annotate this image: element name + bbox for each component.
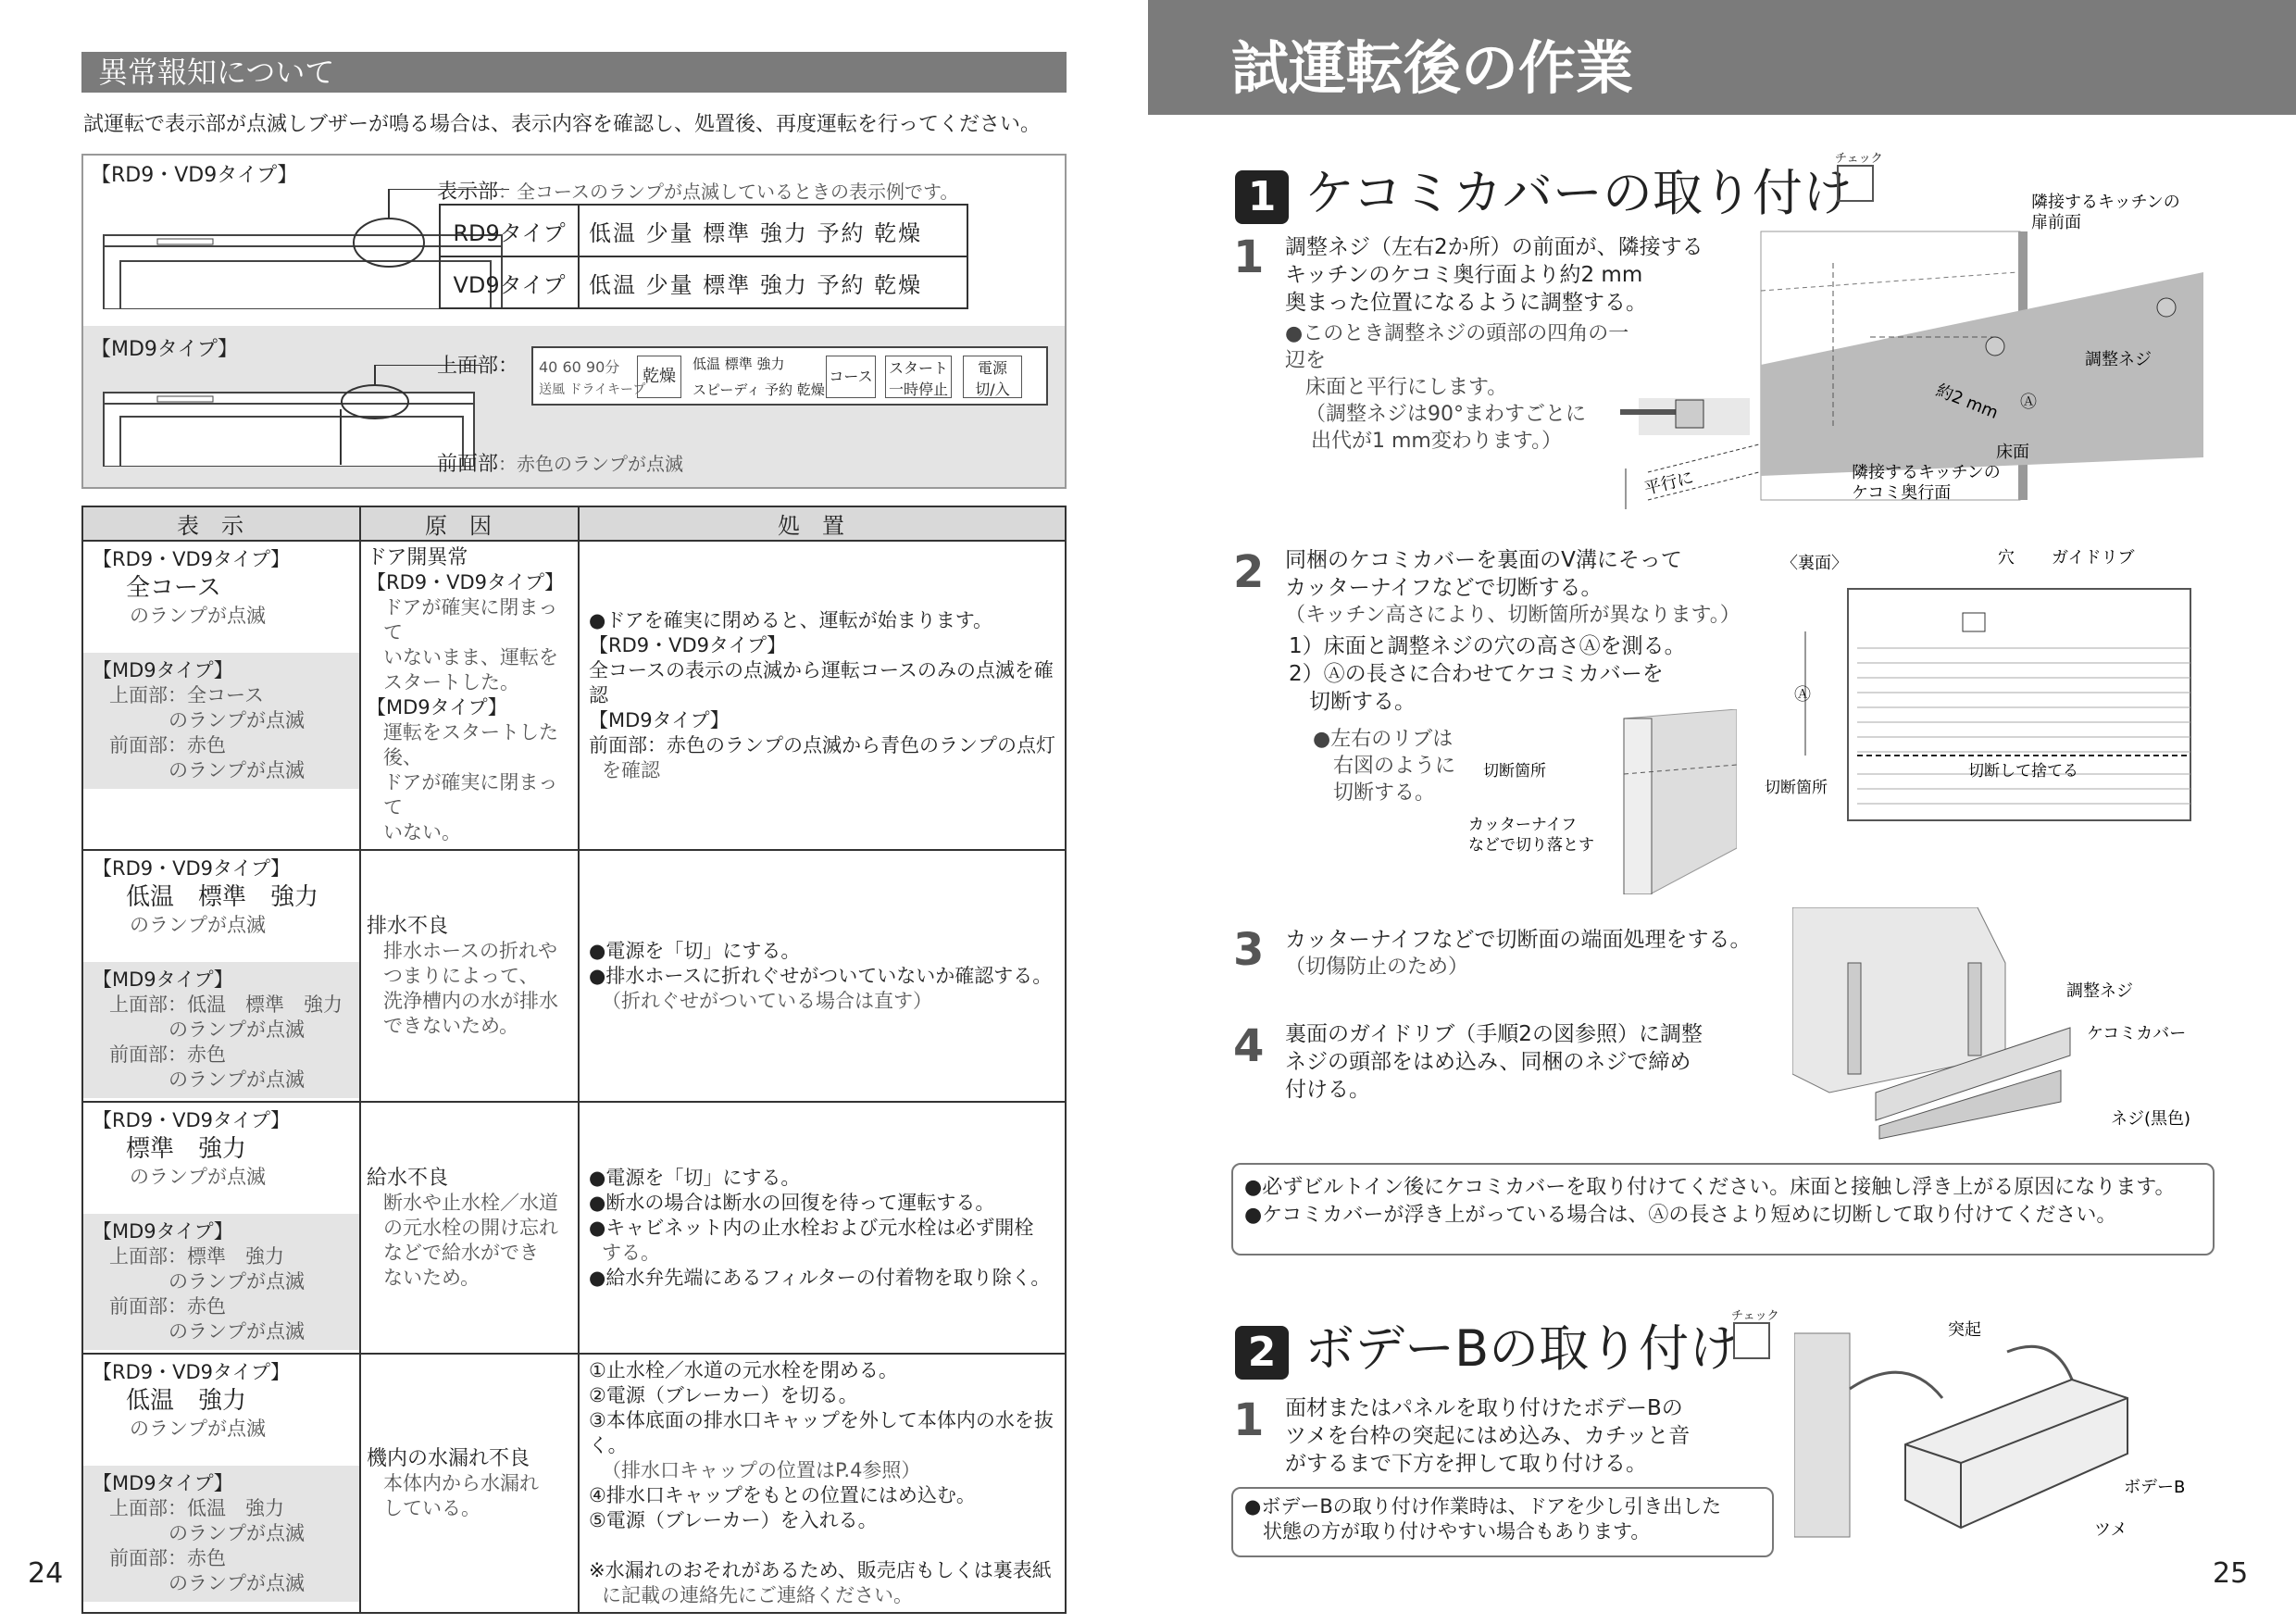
remedy-line: ●給水弁先端にあるフィルターの付着物を取り除く。 (589, 1266, 1051, 1289)
display-label-row (437, 176, 958, 205)
remedy-line: ※水漏れのおそれがあるため、販売店もしくは裏表紙 (589, 1559, 1052, 1581)
remedy-line: ③本体底面の排水口キャップを外して本体内の水を抜く。 (589, 1409, 1054, 1456)
md-top: 上面部：全コース (109, 684, 264, 706)
parallel-label: 平行に (1642, 468, 1696, 499)
md-top-sub: のランプが点滅 (168, 1522, 305, 1544)
cutter-label1: カッターナイフ (1468, 816, 1578, 834)
step-number: 4 (1233, 1020, 1265, 1072)
remedy-line: （折れぐせがついている場合は直す） (602, 989, 932, 1012)
cause-cell (360, 1354, 579, 1613)
md-front: 前面部：赤色 (109, 1295, 226, 1318)
display-cell (82, 850, 360, 1102)
display-cell (82, 1354, 360, 1613)
cause-line: 【MD9タイプ】 (367, 696, 507, 718)
vd9-label: VD9タイプ (440, 256, 579, 308)
rd-block (83, 1103, 359, 1214)
right-header (1148, 0, 2296, 115)
rd-lamp: 全コース (126, 574, 221, 602)
display-cell (82, 1102, 360, 1354)
rd9-label: RD9タイプ (440, 205, 579, 256)
check-box[interactable] (1733, 1322, 1770, 1359)
cause-line: 【RD9・VD9タイプ】 (367, 571, 565, 593)
step-number: 2 (1233, 546, 1265, 598)
md-front-sub: のランプが点滅 (168, 1572, 305, 1594)
step2-line: カッターナイフなどで切断する。 (1285, 576, 1603, 600)
page-number-left: 24 (28, 1557, 64, 1590)
cause-title: 排水不良 (367, 914, 449, 938)
md-front: 前面部：赤色 (109, 1043, 226, 1066)
step2-note: （キッチン高さにより、切断箇所が異なります。） (1285, 604, 1741, 627)
cause-cell (360, 850, 579, 1102)
rd-type-label: 【RD9・VD9タイプ】 (91, 164, 298, 187)
md9-course2: スピーディ 予約 乾燥 (693, 381, 825, 398)
top-colon: ： (498, 355, 519, 378)
step-number: 1 (1233, 231, 1265, 283)
step2-p2: 2）Ⓐの長さに合わせてケコミカバーを (1289, 662, 1664, 686)
cause-line: いないまま、運転を (383, 646, 558, 668)
front-desc: ：赤色のランプが点滅 (498, 453, 684, 475)
rib-note (1313, 726, 1470, 806)
rd-block (83, 851, 359, 962)
rd-label: 【RD9・VD9タイプ】 (93, 857, 291, 880)
bodyb-step-text (1285, 1394, 1711, 1478)
cause-line: 断水や止水栓／水道 (383, 1191, 558, 1214)
rd-lamp: 低温 強力 (126, 1387, 247, 1415)
rib-line: ●左右のリブは (1313, 728, 1454, 751)
step4-line: 裏面のガイドリブ（手順2の図参照）に調整 (1285, 1022, 1703, 1046)
rd-sub: のランプが点滅 (130, 605, 266, 627)
rd-sub: のランプが点滅 (130, 914, 266, 936)
remedy-line: ②電源（ブレーカー）を切る。 (589, 1384, 858, 1406)
fig2-guide: ガイドリブ (2052, 548, 2135, 568)
intro-text: 試運転で表示部が点滅しブザーが鳴る場合は、表示内容を確認し、処置後、再度運転を行ってください。 (83, 113, 1042, 136)
display-desc: ：全コースのランプが点滅しているときの表示例です。 (498, 181, 959, 203)
fig3-black: ネジ(黒色) (2111, 1109, 2191, 1129)
rd-label: 【RD9・VD9タイプ】 (93, 1109, 291, 1131)
md9-dry: 乾燥 (637, 356, 681, 398)
remedy-line: ●電源を「切」にする。 (589, 1166, 801, 1189)
remedy-line: ●排水ホースに折れぐせがついていないか確認する。 (589, 964, 1053, 987)
vd9-lamps: 低温 少量 標準 強力 予約 乾燥 (579, 256, 967, 308)
fig1-mm: 約2 mm (1933, 381, 2002, 423)
md-top: 上面部：低温 標準 強力 (109, 993, 343, 1016)
section2-title: ボデーBの取り付け (1304, 1319, 1740, 1378)
header-cause: 原因 (360, 506, 579, 541)
step3-sub: （切傷防止のため） (1285, 956, 1469, 979)
section2-heading (1235, 1309, 1739, 1380)
bodyb-line: ツメを台枠の突起にはめ込み、カチッと音 (1285, 1424, 1691, 1448)
remedy-cell (579, 850, 1066, 1102)
table-row (82, 541, 1066, 850)
fig2-hole: 穴 (1998, 548, 2015, 568)
cause-title: 機内の水漏れ不良 (367, 1446, 530, 1470)
remedy-line: ●電源を「切」にする。 (589, 939, 801, 962)
note-line: ●ケコミカバーが浮き上がっている場合は、Ⓐの長さより短めに切断して取り付けてください。 (1244, 1204, 2117, 1227)
md9-modes: 送風 ドライキープ (539, 382, 646, 397)
kickboard-figure (1759, 189, 2203, 504)
bodyb-note (1231, 1487, 1774, 1557)
md-top: 上面部：低温 強力 (109, 1497, 284, 1519)
fig2-discard: 切断して捨てる (1968, 762, 2078, 781)
cause-cell (360, 541, 579, 850)
rd-label: 【RD9・VD9タイプ】 (93, 1361, 291, 1383)
md-top: 上面部：標準 強力 (109, 1245, 284, 1268)
md9-unit-drawing (102, 365, 481, 467)
md9-panel (531, 346, 1048, 406)
fig1-floor: 床面 (1996, 443, 2029, 462)
step1-subline: 出代が1 mm変わります。） (1311, 430, 1563, 453)
rd-lamp: 標準 強力 (126, 1135, 247, 1163)
cause-line: ドアが確実に閉まって (383, 596, 558, 643)
bodyb-figure (1794, 1315, 2202, 1555)
md-front: 前面部：赤色 (109, 1547, 226, 1569)
cause-line: の元水栓の開け忘れ (383, 1216, 558, 1239)
top-label-row (437, 350, 518, 379)
md9-course1: 低温 標準 強力 (693, 356, 785, 372)
fig1-screw: 調整ネジ (2085, 350, 2152, 369)
screw-parallel-figure (1611, 380, 1778, 518)
step-number: 1 (1233, 1394, 1265, 1446)
md-block (83, 962, 359, 1098)
fig4-bodyb: ボデーB (2124, 1478, 2186, 1497)
md9-start (885, 356, 952, 398)
step4-line: 付ける。 (1285, 1078, 1370, 1102)
step3-text (1285, 926, 1766, 981)
cause-line: 洗浄槽内の水が排水 (383, 989, 558, 1012)
remedy-line: ●断水の場合は断水の回復を待って運転する。 (589, 1191, 995, 1214)
remedy-line: ④排水口キャップをもとの位置にはめ込む。 (589, 1484, 976, 1506)
fig4-claw: ツメ (2094, 1520, 2128, 1540)
step1-subline: 床面と平行にします。 (1305, 376, 1508, 399)
bodyb-line: がするまで下方を押して取り付ける。 (1285, 1452, 1647, 1476)
md-label: 【MD9タイプ】 (93, 659, 233, 681)
md-label: 【MD9タイプ】 (93, 1472, 233, 1494)
cause-line: ないため。 (383, 1266, 480, 1289)
display-label: 表示部 (437, 181, 499, 204)
bodyb-line: 面材またはパネルを取り付けたボデーBの (1285, 1396, 1683, 1420)
cause-title: 給水不良 (367, 1166, 449, 1190)
fig1-a: Ⓐ (2020, 393, 2037, 412)
md-label: 【MD9タイプ】 (93, 1220, 233, 1243)
front-label-row (437, 448, 683, 477)
step1-line: 奥まった位置になるように調整する。 (1285, 291, 1647, 315)
rd-sub: のランプが点滅 (130, 1418, 266, 1440)
md-top-sub: のランプが点滅 (168, 1018, 305, 1041)
onoff-label: 切/入 (975, 381, 1010, 398)
step1-subline: （調整ネジは90°まわすごとに (1305, 403, 1586, 426)
fig2-cutpos: 切断箇所 (1765, 779, 1828, 797)
remedy-cell (579, 1354, 1066, 1613)
fig4-protrusion: 突起 (1948, 1320, 1981, 1340)
remedy-line: 前面部：赤色のランプの点滅から青色のランプの点灯 (589, 733, 1055, 756)
step4-line: ネジの頭部をはめ込み、同梱のネジで締め (1285, 1050, 1691, 1074)
remedy-line: ●ドアを確実に閉めると、運転が始まります。 (589, 608, 993, 631)
step1-line: 調整ネジ（左右2か所）の前面が、隣接する (1285, 235, 1703, 259)
power-label: 電源 (977, 359, 1007, 377)
md-front-sub: のランプが点滅 (168, 1320, 305, 1343)
md-block (83, 1466, 359, 1602)
remedy-line: ①止水栓／水道の元水栓を閉める。 (589, 1359, 898, 1381)
back-rib-figure (1765, 546, 2200, 833)
section-title: 異常報知について (81, 52, 1067, 93)
fig1-kick1: 隣接するキッチンの (1852, 463, 2001, 482)
remedy-line: する。 (602, 1241, 660, 1264)
lamp-table (439, 204, 968, 309)
step4-text (1285, 1020, 1766, 1104)
cause-line: している。 (383, 1496, 480, 1519)
cause-line: いない。 (383, 821, 461, 843)
remedy-line (585, 1533, 1059, 1558)
page-number-right: 25 (2213, 1557, 2249, 1590)
step-number: 3 (1233, 924, 1265, 976)
remedy-line: ●キャビネット内の止水栓および元水栓は必ず開栓 (589, 1216, 1034, 1239)
step2-text (1285, 546, 1766, 716)
table-row (82, 1354, 1066, 1613)
rd-lamp: 低温 標準 強力 (126, 883, 319, 911)
display-cell (82, 541, 360, 850)
fig1-adj-kitchen: 隣接するキッチンの (2031, 193, 2180, 212)
cause-line: できないため。 (383, 1014, 519, 1037)
step1-subline: ●このとき調整ネジの頭部の四角の一辺を (1285, 322, 1629, 372)
cause-line: 排水ホースの折れや (383, 939, 557, 962)
md-front: 前面部：赤色 (109, 734, 226, 756)
section1-title: ケコミカバーの取り付け (1304, 164, 1853, 222)
fig1-kick2: ケコミ奥行面 (1852, 483, 1952, 503)
cover-install-figure (1792, 907, 2200, 1157)
cause-line: 運転をスタートした後、 (383, 721, 558, 768)
remedy-line: （排水口キャップの位置はP.4参照） (602, 1459, 921, 1481)
md-block (83, 1214, 359, 1350)
cause-line: つまりによって、 (383, 964, 539, 987)
cause-line: などで給水ができ (383, 1241, 539, 1264)
fig2-a: Ⓐ (1794, 685, 1811, 705)
note-line: ●必ずビルトイン後にケコミカバーを取り付けてください。床面と接触し浮き上がる原因になります。 (1244, 1176, 2176, 1199)
check-label: チェック (1731, 1309, 1779, 1323)
note-line: 状態の方が取り付けやすい場合もあります。 (1263, 1520, 1651, 1543)
remedy-cell (579, 1102, 1066, 1354)
cause-line: ドアが確実に閉まって (383, 771, 558, 818)
fig3-cover: ケコミカバー (2087, 1024, 2187, 1043)
fig3-screw: 調整ネジ (2066, 981, 2133, 1001)
rd-label: 【RD9・VD9タイプ】 (93, 548, 291, 570)
remedy-line: 全コースの表示の点滅から運転コースのみの点滅を確認 (589, 658, 1054, 706)
fig1-door-front: 扉前面 (2031, 213, 2081, 232)
md9-power (963, 356, 1022, 398)
step1-sub (1285, 320, 1637, 455)
remedy-line: を確認 (602, 758, 660, 781)
cutter-label2: などで切り落とす (1468, 836, 1594, 855)
step2-line: 同梱のケコミカバーを裏面のV溝にそって (1285, 548, 1682, 572)
remedy-cell (579, 541, 1066, 850)
error-table (81, 506, 1067, 1614)
front-label: 前面部 (437, 453, 499, 476)
step3-line: カッターナイフなどで切断面の端面処理をする。 (1285, 928, 1752, 952)
step1-text (1285, 233, 1766, 317)
fig2-back: 〈裏面〉 (1781, 554, 1848, 573)
start-label: スタート (888, 359, 948, 377)
step2-p2: 切断する。 (1309, 690, 1416, 714)
table-row (82, 1102, 1066, 1354)
display-type-box (81, 154, 1067, 489)
rd-sub: のランプが点滅 (130, 1166, 266, 1188)
remedy-line: に記載の連絡先にご連絡ください。 (602, 1584, 913, 1606)
section2-number: 2 (1235, 1326, 1289, 1380)
remedy-line: 【RD9・VD9タイプ】 (589, 633, 787, 656)
md-label: 【MD9タイプ】 (93, 968, 233, 991)
rib-line: 切断する。 (1333, 781, 1436, 805)
rd-block (83, 1355, 359, 1466)
step1-line: キッチンのケコミ奥行面より約2 mm (1285, 263, 1643, 287)
cause-line: スタートした。 (383, 671, 519, 693)
header-remedy: 処置 (579, 506, 1066, 541)
md-top-sub: のランプが点滅 (168, 1270, 305, 1293)
check-label: チェック (1835, 152, 1883, 166)
rd9-lamps: 低温 少量 標準 強力 予約 乾燥 (579, 205, 967, 256)
top-label: 上面部 (437, 355, 499, 378)
cover-note (1231, 1163, 2215, 1255)
md-front-sub: のランプが点滅 (168, 1068, 305, 1091)
rib-line: 右図のように (1333, 755, 1456, 778)
cutpos-label: 切断箇所 (1483, 762, 1546, 781)
pause-label: 一時停止 (888, 381, 948, 398)
remedy-line: 【MD9タイプ】 (589, 708, 730, 731)
step2-p1: 1）床面と調整ネジの穴の高さⒶを測る。 (1289, 634, 1686, 658)
md-front-sub: のランプが点滅 (168, 759, 305, 781)
rd-block (83, 542, 359, 653)
md-block (83, 653, 359, 789)
cause-title: ドア開異常 (367, 546, 468, 569)
cause-line: 本体内から水漏れ (383, 1471, 539, 1494)
md-top-sub: のランプが点滅 (168, 709, 305, 731)
cause-cell (360, 1102, 579, 1354)
table-row (82, 850, 1066, 1102)
md9-course: コース (826, 356, 876, 398)
note-line: ●ボデーBの取り付け作業時は、ドアを少し引き出した (1244, 1495, 1722, 1518)
md-type-label: 【MD9タイプ】 (91, 338, 239, 361)
page-title: 試運転後の作業 (1231, 34, 1634, 102)
md9-temps: 40 60 90分 (539, 358, 620, 376)
rib-cut-figure (1468, 709, 1737, 894)
section1-number: 1 (1235, 170, 1289, 224)
remedy-line: ⑤電源（ブレーカー）を入れる。 (589, 1509, 878, 1531)
header-display: 表示 (82, 506, 360, 541)
